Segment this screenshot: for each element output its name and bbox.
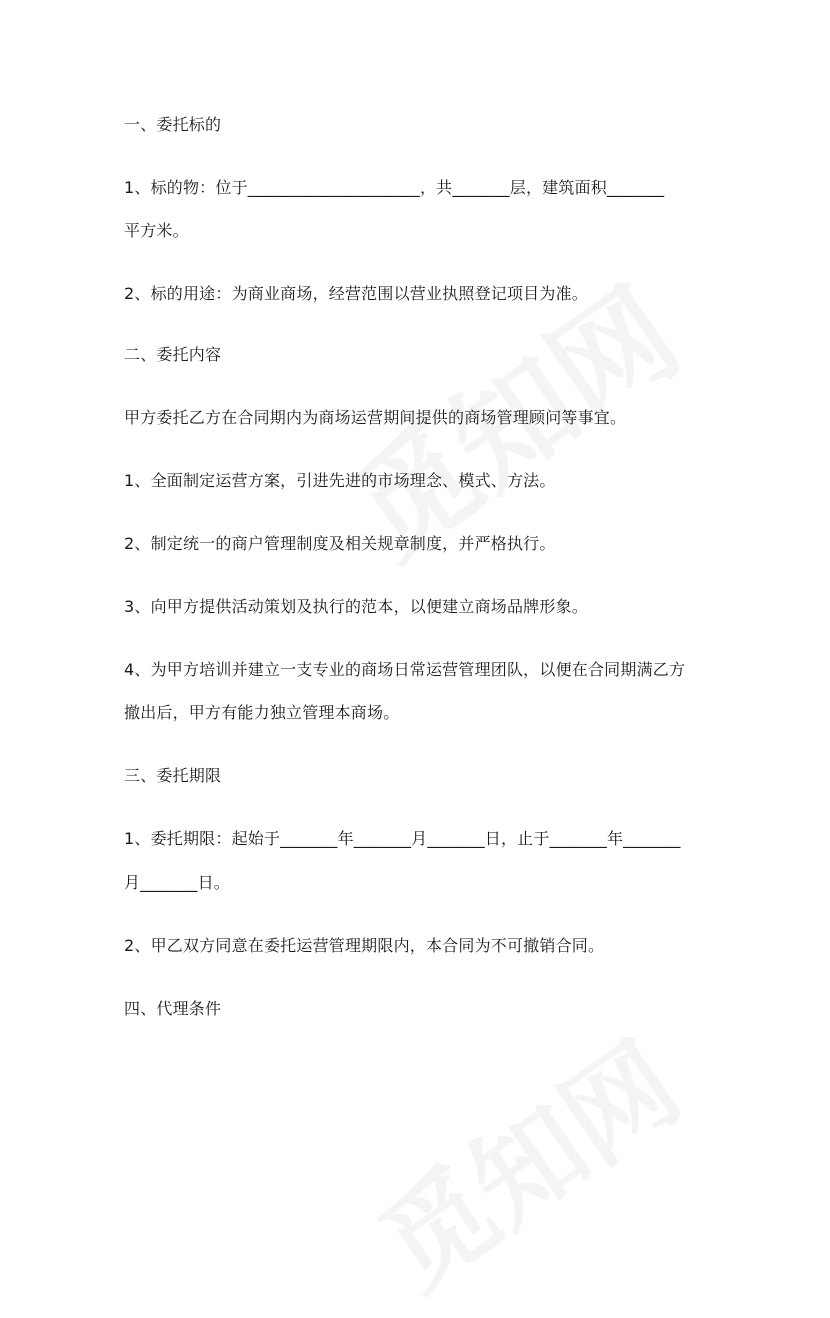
paragraph-line: 4、为甲方培训并建立一支专业的商场日常运营管理团队，以便在合同期满乙方 [124, 660, 686, 679]
section-heading-content: 二、委托内容 [124, 345, 222, 364]
paragraph-line: 2、制定统一的商户管理制度及相关规章制度，并严格执行。 [124, 534, 556, 553]
paragraph-line: 3、向甲方提供活动策划及执行的范本，以便建立商场品牌形象。 [124, 597, 588, 616]
paragraph-line: 月_______日。 [124, 873, 231, 892]
paragraph-line: 1、标的物：位于_____________________，共_______层，建筑面积_______ [124, 178, 665, 197]
paragraph-line: 1、全面制定运营方案，引进先进的市场理念、模式、方法。 [124, 471, 556, 490]
paragraph-line: 2、标的用途：为商业商场，经营范围以营业执照登记项目为准。 [124, 284, 588, 303]
paragraph-line: 平方米。 [124, 221, 189, 240]
paragraph-line: 2、甲乙双方同意在委托运营管理期限内，本合同为不可撤销合同。 [124, 936, 605, 955]
paragraph-line: 撤出后，甲方有能力独立管理本商场。 [124, 703, 400, 722]
watermark-logo [345, 1000, 706, 1318]
section-heading-term: 三、委托期限 [124, 766, 222, 785]
section-heading-subject: 一、委托标的 [124, 115, 222, 134]
paragraph-line: 1、委托期限：起始于_______年_______月_______日，止于_______年_______ [124, 829, 681, 848]
section-heading-conditions: 四、代理条件 [124, 999, 222, 1018]
paragraph-line: 甲方委托乙方在合同期内为商场运营期间提供的商场管理顾问等事宜。 [124, 408, 627, 427]
